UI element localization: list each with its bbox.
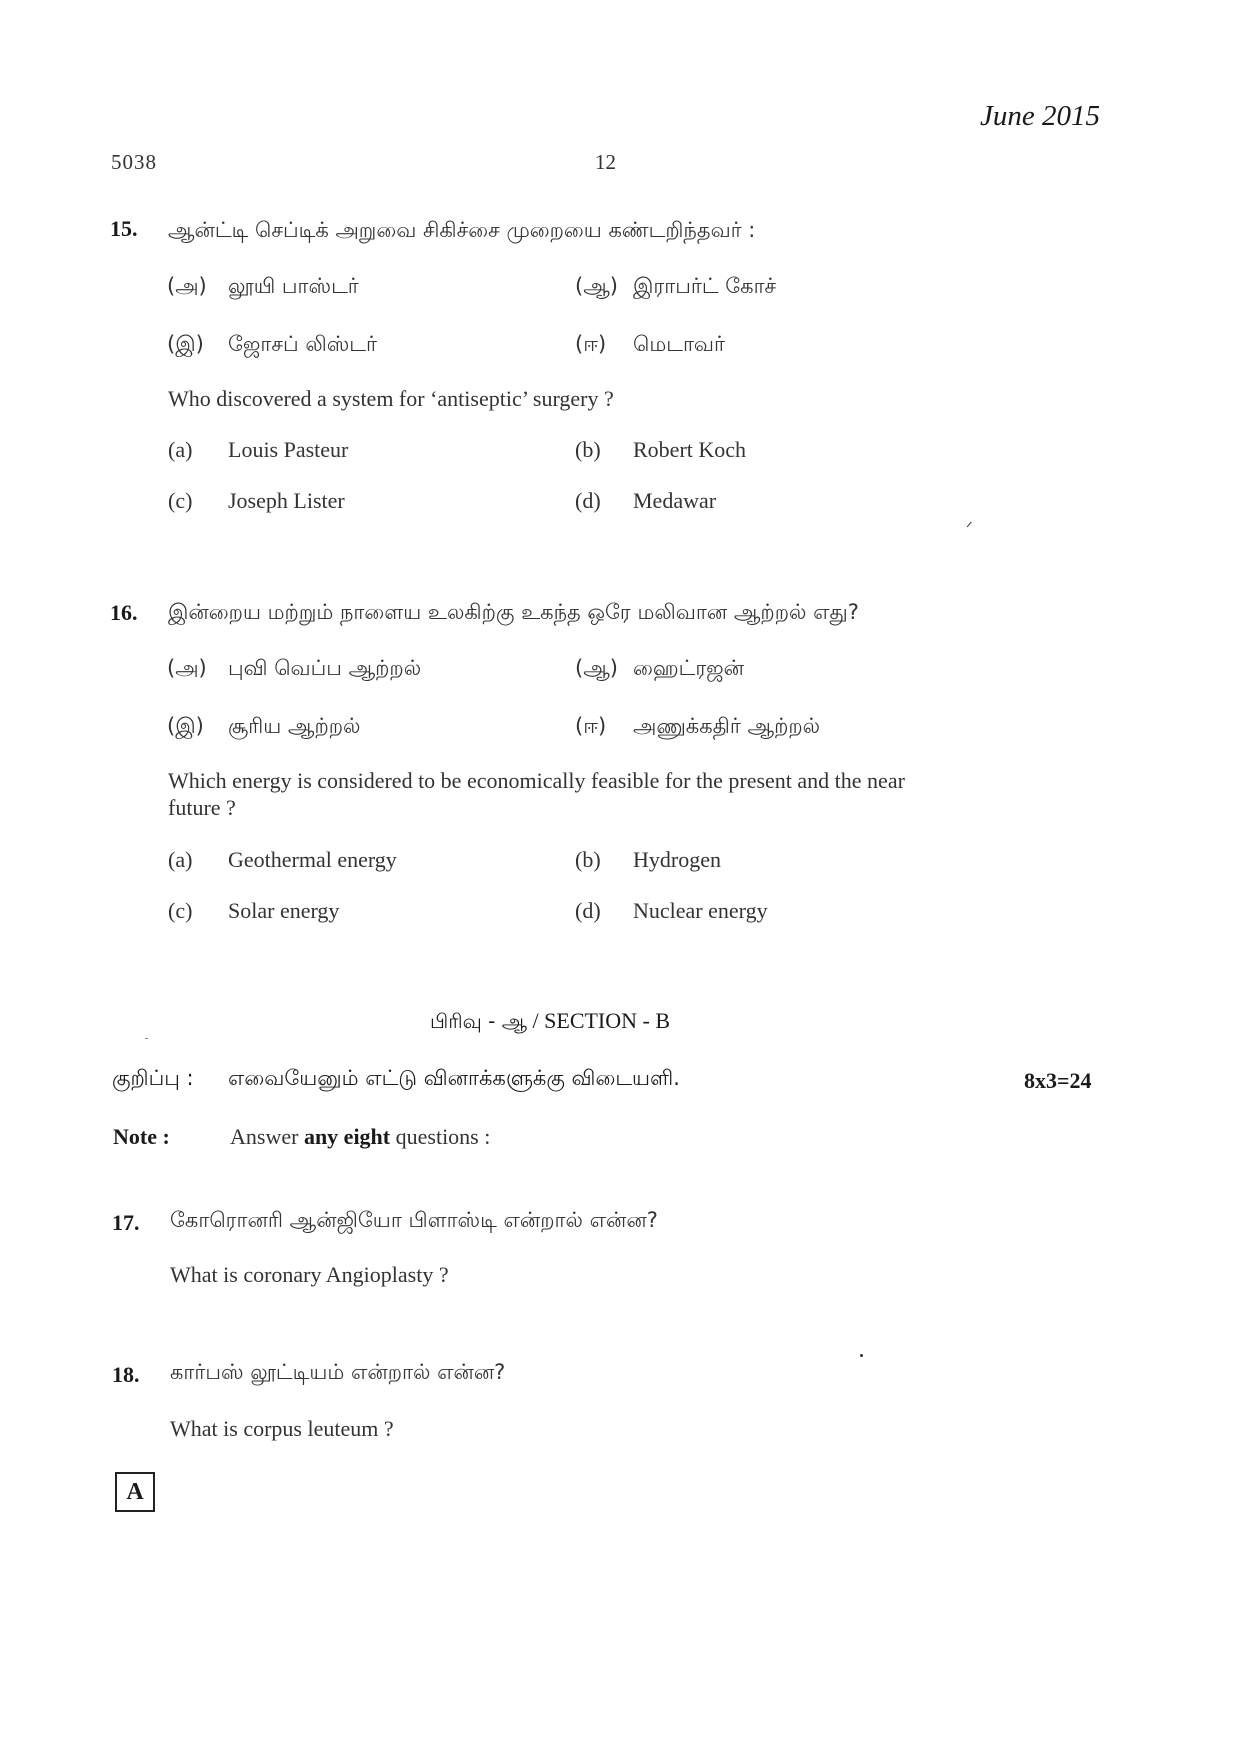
question-text-english: What is coronary Angioplasty ?	[170, 1262, 449, 1287]
option-text-tamil: ஜோசப் லிஸ்டர்	[228, 332, 377, 356]
scan-speck	[145, 1038, 148, 1039]
option-text-tamil: ஹைட்ரஜன்	[633, 656, 745, 680]
option-label: (b)	[575, 437, 601, 462]
option-text: Solar energy	[228, 898, 340, 923]
option-label: (a)	[168, 437, 193, 462]
note-text-english	[230, 1124, 490, 1150]
scan-speck	[860, 1354, 863, 1357]
option-text: Robert Koch	[633, 437, 747, 462]
option-text-tamil: அணுக்கதிர் ஆற்றல்	[633, 714, 821, 738]
question-text-english: What is corpus leuteum ?	[170, 1416, 394, 1441]
section-title-tamil: பிரிவு - ஆ	[430, 1009, 528, 1033]
marks-allocation: 8x3=24	[1024, 1068, 1092, 1093]
exam-date: June 2015	[980, 100, 1100, 132]
page-number: 12	[595, 150, 616, 174]
option-text-tamil: மெடாவர்	[633, 332, 725, 356]
option-label: (ஈ)	[575, 332, 607, 356]
option-label: (c)	[168, 488, 193, 513]
option-label: (c)	[168, 898, 193, 923]
question-text-tamil: கார்பஸ் லூட்டியம் என்றால் என்ன?	[170, 1360, 506, 1384]
note-label-tamil: குறிப்பு :	[112, 1066, 194, 1090]
option-text-tamil: லூயி பாஸ்டர்	[228, 274, 359, 298]
note-label-english: Note :	[113, 1124, 170, 1149]
question-text-tamil: ஆன்ட்டி செப்டிக் அறுவை சிகிச்சை முறையை கண்டறிந்தவர் :	[168, 218, 756, 242]
pen-mark: ᐟ	[966, 520, 973, 537]
option-text: Hydrogen	[633, 847, 721, 872]
option-label: (d)	[575, 898, 601, 923]
question-number: 17.	[112, 1210, 140, 1235]
option-label: (அ)	[167, 274, 207, 298]
question-number: 18.	[112, 1362, 140, 1387]
option-label: (ஈ)	[575, 714, 607, 738]
section-heading	[430, 1008, 670, 1036]
note-text-post: questions :	[395, 1124, 491, 1149]
question-text-english: Which energy is considered to be economically feasible for the present and the near	[168, 768, 905, 793]
option-text: Geothermal energy	[228, 847, 397, 872]
option-text-tamil: இராபர்ட் கோச்	[633, 274, 777, 298]
note-text-pre: Answer	[230, 1124, 299, 1149]
option-label: (இ)	[167, 332, 204, 356]
option-label: (ஆ)	[575, 274, 618, 298]
option-text-tamil: புவி வெப்ப ஆற்றல்	[228, 656, 422, 680]
question-text-english-cont: future ?	[168, 795, 236, 820]
option-text: Medawar	[633, 488, 717, 513]
section-separator: /	[532, 1008, 539, 1033]
option-text: Louis Pasteur	[228, 437, 349, 462]
option-text: Nuclear energy	[633, 898, 768, 923]
question-number: 16.	[110, 600, 138, 625]
option-label: (d)	[575, 488, 601, 513]
option-label: (ஆ)	[575, 656, 618, 680]
section-title-english: SECTION - B	[544, 1008, 671, 1033]
paper-code: 5038	[111, 150, 157, 174]
option-label: (b)	[575, 847, 601, 872]
option-text: Joseph Lister	[228, 488, 345, 513]
question-text-tamil: கோரொனரி ஆன்ஜியோ பிளாஸ்டி என்றால் என்ன?	[170, 1208, 658, 1232]
question-text-english: Who discovered a system for ‘antiseptic’ surgery ?	[168, 386, 614, 411]
booklet-version-box: A	[115, 1472, 155, 1512]
question-text-tamil: இன்றைய மற்றும் நாளைய உலகிற்கு உகந்த ஒரே மலிவான ஆற்றல் எது?	[168, 600, 859, 624]
option-label: (a)	[168, 847, 193, 872]
note-text-tamil: எவையேனும் எட்டு வினாக்களுக்கு விடையளி.	[228, 1066, 680, 1090]
option-label: (அ)	[167, 656, 207, 680]
note-text-emphasis: any eight	[303, 1124, 391, 1149]
question-number: 15.	[110, 216, 138, 241]
option-text-tamil: சூரிய ஆற்றல்	[228, 714, 361, 738]
option-label: (இ)	[167, 714, 204, 738]
